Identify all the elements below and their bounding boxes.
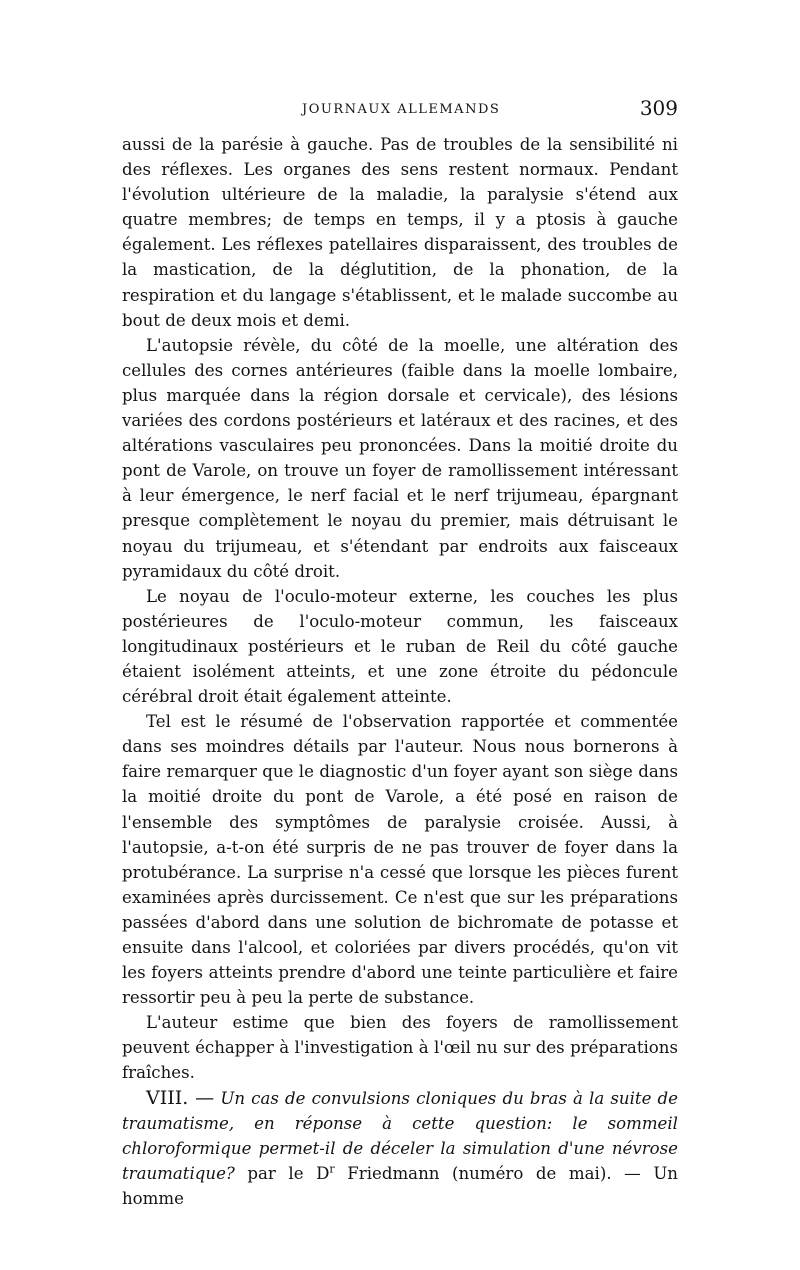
page-number: 309: [639, 96, 678, 120]
section-number: VIII. —: [146, 1086, 215, 1109]
paragraph-5: L'auteur estime que bien des foyers de ramollissement peuvent échapper à l'investigation à l'œil nu sur des préparations fraîches.: [122, 1013, 678, 1083]
book-page: [122, 96, 678, 1211]
section-title: Un cas de convulsions cloniques du bras à la suite de traumatisme, en réponse à cette question: le sommeil chloroformique permet-il de déceler la simulation d'une névrose traumatique?: [122, 1088, 678, 1183]
paragraph-4: Tel est le résumé de l'observation rapportée et commentée dans ses moindres détails par l'auteur. Nous nous bornerons à faire remarquer que le diagnostic d'un foyer ayant son siège dans la moitié droite du pont de Varole, a été posé en raison de l'ensemble des symptômes de paralysie croisée. Aussi, à l'autopsie, a-t-on été surpris de ne pas trouver de foyer dans la protubérance. La surprise n'a cessé que lorsque les pièces furent examinées après durcissement. Ce n'est que sur les préparations passées d'abord dans une solution de bichromate de potasse et ensuite dans l'alcool, et coloriées par divers procédés, qu'on vit les foyers atteints prendre d'abord une teinte particulière et faire ressortir peu à peu la perte de substance.: [122, 712, 678, 1008]
section-author: Friedmann (numéro de mai). — Un homme: [122, 1163, 678, 1208]
paragraph-2: L'autopsie révèle, du côté de la moelle, une altération des cellules des cornes antérieures (faible dans la moelle lombaire, plus marquée dans la région dorsale et cervicale), des lésions variées des cordons postérieurs et latéraux et des racines, et des altérations vasculaires peu prononcées. Dans la moitié droite du pont de Varole, on trouve un foyer de ramollissement intéressant à leur émergence, le nerf facial et le nerf trijumeau, épargnant presque complètement le noyau du premier, mais détruisant le noyau du trijumeau, et s'étendant par endroits aux faisceaux pyramidaux du côté droit.: [122, 335, 678, 581]
paragraph-3: Le noyau de l'oculo-moteur externe, les couches les plus postérieures de l'oculo-moteur commun, les faisceaux longitudinaux postérieurs et le ruban de Reil du côté gauche étaient isolément atteints, et une zone étroite du pédoncule cérébral droit était également atteinte.: [122, 586, 678, 707]
paragraph-1: aussi de la parésie à gauche. Pas de troubles de la sensibilité ni des réflexes. Les organes des sens restent normaux. Pendant l'évolution ultérieure de la maladie, la paralysie s'étend aux quatre membres; de temps en temps, il y a ptosis à gauche également. Les réflexes patellaires disparaissent, des troubles de la mastication, de la déglutition, de la phonation, de la respiration et du langage s'établissent, et le malade succombe au bout de deux mois et demi.: [122, 135, 678, 330]
doctor-superscript: r: [329, 1162, 335, 1176]
section-by: par le D: [247, 1163, 330, 1183]
body-text: [122, 132, 678, 1211]
section-heading: [122, 1086, 678, 1211]
running-head: [122, 96, 678, 124]
running-title: JOURNAUX ALLEMANDS: [302, 102, 501, 117]
